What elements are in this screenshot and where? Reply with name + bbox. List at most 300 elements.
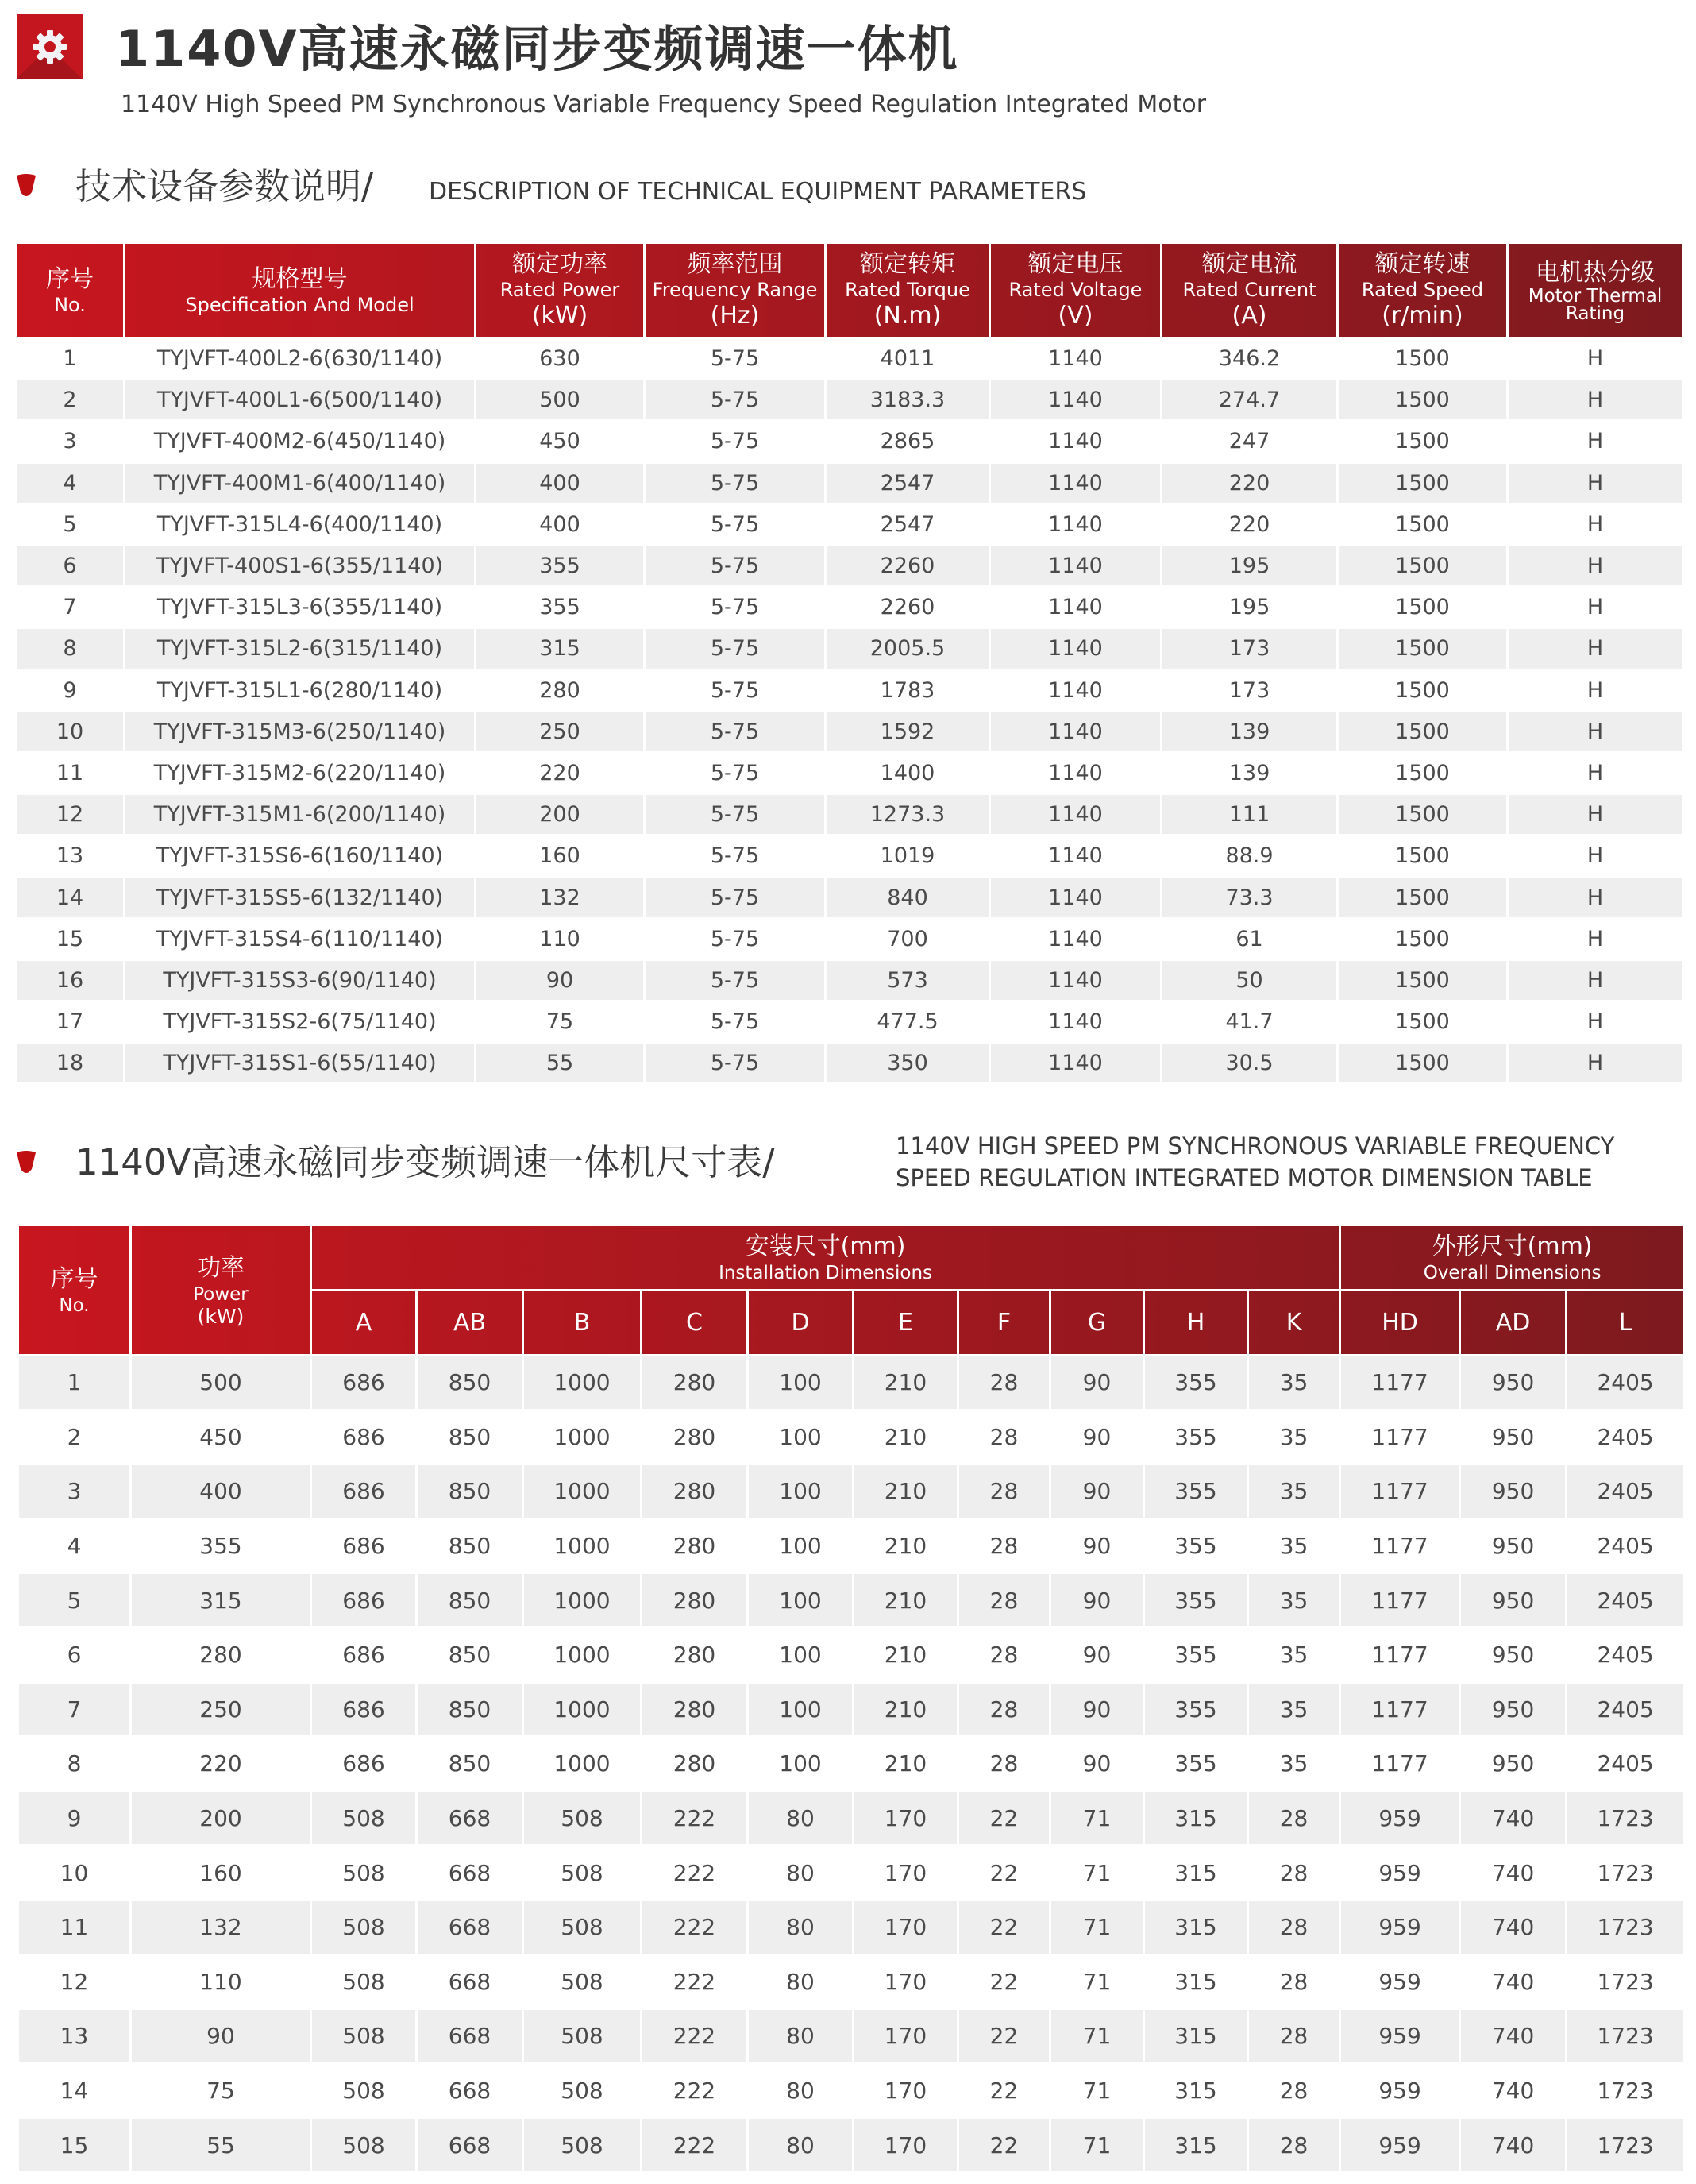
table-cell: 1140 (990, 1043, 1162, 1084)
table-cell: 280 (642, 1682, 748, 1737)
table-row (16, 628, 1683, 669)
table-cell: TYJVFT-315S3-6(90/1140) (125, 959, 476, 1001)
table-cell: 355 (1144, 1573, 1248, 1628)
table-cell: 2 (18, 1410, 131, 1464)
table-cell: 668 (417, 2063, 523, 2118)
table-cell: 740 (1460, 2009, 1567, 2064)
table-cell: 1500 (1338, 669, 1508, 711)
table-cell: 16 (16, 959, 125, 1001)
table-cell: 1500 (1338, 338, 1508, 380)
params-table-header (16, 243, 1683, 338)
table-cell: TYJVFT-315L4-6(400/1140) (125, 504, 476, 545)
table-cell: 1177 (1340, 1356, 1460, 1410)
table-cell: 477.5 (826, 1001, 990, 1043)
table-cell: 350 (826, 1043, 990, 1084)
table-cell: 222 (642, 1846, 748, 1900)
table-cell: 1500 (1338, 752, 1508, 793)
table-cell: 71 (1050, 1954, 1144, 2009)
table-cell: 80 (748, 1900, 854, 1954)
table-cell: 8 (18, 1737, 131, 1792)
table-cell: 222 (642, 2009, 748, 2064)
shield-marker-icon (16, 173, 37, 199)
table-cell: 355 (476, 587, 645, 628)
table-cell: 100 (748, 1682, 854, 1737)
table-cell: 280 (642, 1573, 748, 1628)
table-row (18, 1954, 1685, 2009)
table-cell: 1500 (1338, 835, 1508, 877)
table-cell: 959 (1340, 2118, 1460, 2173)
table-cell: 210 (854, 1573, 958, 1628)
table-cell: 200 (476, 794, 645, 835)
table-cell: 5-75 (645, 835, 826, 877)
table-cell: 5 (16, 504, 125, 545)
table-cell: H (1508, 752, 1683, 793)
header-power (131, 1225, 311, 1356)
table-cell: 28 (958, 1573, 1050, 1628)
header-installation-en: Installation Dimensions (719, 1262, 932, 1283)
table-cell: 10 (16, 711, 125, 752)
table-cell: 132 (131, 1900, 311, 1954)
table-row (18, 2009, 1685, 2064)
shield-marker-icon (16, 1150, 37, 1175)
table-cell: 1500 (1338, 1001, 1508, 1043)
table-cell: H (1508, 835, 1683, 877)
table-cell: 315 (1144, 1846, 1248, 1900)
table-cell: 220 (1162, 504, 1338, 545)
dimension-column-header: E (854, 1291, 958, 1356)
table-cell: 100 (748, 1464, 854, 1519)
table-cell: 195 (1162, 587, 1338, 628)
table-row (18, 1518, 1685, 1573)
table-cell: 6 (18, 1627, 131, 1682)
table-cell: 1140 (990, 669, 1162, 711)
dimension-column-header: H (1144, 1291, 1248, 1356)
table-cell: 1723 (1567, 1900, 1685, 1954)
table-row (16, 421, 1683, 462)
table-cell: 173 (1162, 628, 1338, 669)
table-cell: 170 (854, 1846, 958, 1900)
table-cell: 950 (1460, 1682, 1567, 1737)
table-cell: 17 (16, 1001, 125, 1043)
table-cell: 5 (18, 1573, 131, 1628)
column-header-en: Rated Current (1182, 278, 1316, 301)
column-header-en: Specification And Model (185, 293, 414, 316)
table-cell: 71 (1050, 1846, 1144, 1900)
table-cell: TYJVFT-315L1-6(280/1140) (125, 669, 476, 711)
table-cell: 4 (16, 462, 125, 504)
dimension-section-title-cn (75, 1137, 774, 1188)
table-cell: 1723 (1567, 2118, 1685, 2173)
table-cell: 1177 (1340, 1410, 1460, 1464)
dimension-column-header: D (748, 1291, 854, 1356)
table-cell: H (1508, 1001, 1683, 1043)
dimension-column-header: C (642, 1291, 748, 1356)
table-cell: TYJVFT-315S5-6(132/1140) (125, 877, 476, 918)
table-cell: 355 (1144, 1682, 1248, 1737)
params-table-body (16, 338, 1683, 1084)
table-cell: 508 (311, 1846, 417, 1900)
table-cell: 686 (311, 1573, 417, 1628)
table-cell: 686 (311, 1627, 417, 1682)
table-cell: 5-75 (645, 959, 826, 1001)
table-cell: 1500 (1338, 711, 1508, 752)
table-cell: 280 (642, 1356, 748, 1410)
table-cell: 222 (642, 2063, 748, 2118)
header-no (18, 1225, 131, 1356)
table-cell: 1140 (990, 835, 1162, 877)
table-cell: 28 (1248, 1791, 1340, 1846)
table-cell: 1 (16, 338, 125, 380)
table-cell: 508 (311, 1900, 417, 1954)
table-cell: TYJVFT-315M3-6(250/1140) (125, 711, 476, 752)
table-cell: 222 (642, 2118, 748, 2173)
table-cell: 2547 (826, 504, 990, 545)
table-cell: 1140 (990, 380, 1162, 421)
table-cell: 9 (18, 1791, 131, 1846)
table-row (18, 1791, 1685, 1846)
table-cell: 14 (16, 877, 125, 918)
table-cell: 9 (16, 669, 125, 711)
dimension-column-header: HD (1340, 1291, 1460, 1356)
table-cell: 210 (854, 1464, 958, 1519)
table-cell: 1500 (1338, 504, 1508, 545)
table-cell: 5-75 (645, 1001, 826, 1043)
column-header-en: No. (54, 293, 86, 316)
table-cell: 100 (748, 1410, 854, 1464)
table-cell: 1783 (826, 669, 990, 711)
table-row (16, 669, 1683, 711)
table-cell: 1140 (990, 918, 1162, 959)
table-row (16, 545, 1683, 586)
table-cell: 3 (16, 421, 125, 462)
table-cell: 280 (642, 1464, 748, 1519)
table-cell: 5-75 (645, 628, 826, 669)
dimension-table (17, 1224, 1686, 2174)
column-header-cn: 额定转速 (1374, 249, 1471, 278)
table-cell: 740 (1460, 2118, 1567, 2173)
table-cell: 850 (417, 1410, 523, 1464)
table-cell: 28 (958, 1737, 1050, 1792)
table-row (18, 1900, 1685, 1954)
table-cell: 35 (1248, 1682, 1340, 1737)
column-header-3 (645, 243, 826, 338)
dimension-table-body (18, 1356, 1685, 2173)
table-cell: 7 (16, 587, 125, 628)
table-cell: 1140 (990, 1001, 1162, 1043)
table-cell: 1000 (523, 1356, 642, 1410)
table-cell: TYJVFT-315M2-6(220/1140) (125, 752, 476, 793)
table-cell: 28 (1248, 2009, 1340, 2064)
table-cell: 508 (523, 1846, 642, 1900)
column-header-cn: 频率范围 (687, 249, 783, 278)
table-cell: 110 (131, 1954, 311, 2009)
table-cell: 1 (18, 1356, 131, 1410)
table-cell: 1400 (826, 752, 990, 793)
table-cell: 355 (131, 1518, 311, 1573)
table-cell: 160 (476, 835, 645, 877)
table-cell: 28 (1248, 1954, 1340, 2009)
table-cell: 210 (854, 1410, 958, 1464)
dimension-column-header: K (1248, 1291, 1340, 1356)
table-cell: 170 (854, 2063, 958, 2118)
column-header-en: Motor Thermal Rating (1528, 285, 1663, 324)
table-cell: 959 (1340, 1846, 1460, 1900)
table-cell: 959 (1340, 2009, 1460, 2064)
column-header-en: Rated Torque (845, 278, 970, 301)
column-header-unit: (A) (1232, 301, 1267, 330)
table-cell: 1000 (523, 1573, 642, 1628)
table-cell: 508 (311, 1954, 417, 2009)
table-cell: 508 (523, 1954, 642, 2009)
table-cell: TYJVFT-315S2-6(75/1140) (125, 1001, 476, 1043)
table-cell: 850 (417, 1356, 523, 1410)
table-cell: 355 (1144, 1518, 1248, 1573)
table-cell: 139 (1162, 752, 1338, 793)
table-cell: TYJVFT-400L1-6(500/1140) (125, 380, 476, 421)
table-row (18, 1573, 1685, 1628)
table-cell: 200 (131, 1791, 311, 1846)
table-cell: 850 (417, 1573, 523, 1628)
table-cell: 450 (476, 421, 645, 462)
table-cell: H (1508, 711, 1683, 752)
table-cell: 508 (311, 2118, 417, 2173)
table-cell: 71 (1050, 1791, 1144, 1846)
table-cell: 2260 (826, 587, 990, 628)
table-cell: H (1508, 380, 1683, 421)
table-cell: 1000 (523, 1682, 642, 1737)
table-cell: 30.5 (1162, 1043, 1338, 1084)
table-cell: 508 (311, 2009, 417, 2064)
table-cell: 1000 (523, 1410, 642, 1464)
table-cell: 2405 (1567, 1518, 1685, 1573)
table-cell: 2260 (826, 545, 990, 586)
table-cell: 90 (1050, 1682, 1144, 1737)
table-cell: 80 (748, 2118, 854, 2173)
table-row (16, 918, 1683, 959)
table-cell: 686 (311, 1356, 417, 1410)
table-cell: 1177 (1340, 1464, 1460, 1519)
table-cell: 139 (1162, 711, 1338, 752)
table-cell: 686 (311, 1518, 417, 1573)
table-cell: 5-75 (645, 794, 826, 835)
dimension-section-title-en-line1: 1140V HIGH SPEED PM SYNCHRONOUS VARIABLE FREQUENCY (896, 1133, 1615, 1160)
header-no-en: No. (59, 1295, 90, 1316)
table-cell: 315 (131, 1573, 311, 1628)
table-cell: 5-75 (645, 877, 826, 918)
table-cell: 13 (16, 835, 125, 877)
header-no-cn: 序号 (50, 1264, 98, 1293)
page-subtitle: 1140V High Speed PM Synchronous Variable Frequency Speed Regulation Integrated Motor (121, 91, 1207, 118)
table-cell: 2865 (826, 421, 990, 462)
table-row (18, 1356, 1685, 1410)
table-cell: 170 (854, 1900, 958, 1954)
column-header-cn: 额定转矩 (860, 249, 955, 278)
table-cell: 315 (1144, 2009, 1248, 2064)
table-cell: 100 (748, 1518, 854, 1573)
table-cell: 210 (854, 1518, 958, 1573)
column-header-8 (1508, 243, 1683, 338)
header-overall-cn: 外形尺寸(mm) (1432, 1232, 1593, 1260)
table-cell: 90 (1050, 1464, 1144, 1519)
table-cell: 668 (417, 2009, 523, 2064)
table-cell: 1140 (990, 504, 1162, 545)
table-cell: 71 (1050, 1900, 1144, 1954)
column-header-cn: 规格型号 (252, 264, 348, 293)
table-cell: 315 (1144, 2118, 1248, 2173)
table-cell: 210 (854, 1682, 958, 1737)
table-cell: 400 (476, 462, 645, 504)
table-cell: 35 (1248, 1573, 1340, 1628)
column-header-en: Rated Voltage (1008, 278, 1143, 301)
table-cell: 55 (476, 1043, 645, 1084)
table-cell: 950 (1460, 1356, 1567, 1410)
table-cell: TYJVFT-315M1-6(200/1140) (125, 794, 476, 835)
table-cell: 5-75 (645, 711, 826, 752)
table-cell: 2 (16, 380, 125, 421)
table-cell: 274.7 (1162, 380, 1338, 421)
column-header-cn: 额定电压 (1027, 249, 1124, 278)
table-cell: 850 (417, 1627, 523, 1682)
table-cell: H (1508, 421, 1683, 462)
table-cell: 1500 (1338, 918, 1508, 959)
table-cell: 1140 (990, 877, 1162, 918)
table-cell: 686 (311, 1682, 417, 1737)
column-header-cn: 额定功率 (512, 249, 607, 278)
table-row (18, 1410, 1685, 1464)
table-cell: 22 (958, 2009, 1050, 2064)
table-row (16, 794, 1683, 835)
table-cell: TYJVFT-400M2-6(450/1140) (125, 421, 476, 462)
table-cell: 1592 (826, 711, 990, 752)
table-cell: 90 (1050, 1410, 1144, 1464)
table-cell: 668 (417, 1900, 523, 1954)
logo-gear-badge (17, 14, 83, 79)
table-row (16, 877, 1683, 918)
table-cell: 12 (16, 794, 125, 835)
table-cell: 950 (1460, 1573, 1567, 1628)
table-cell: H (1508, 794, 1683, 835)
table-cell: 2547 (826, 462, 990, 504)
table-cell: 35 (1248, 1518, 1340, 1573)
table-cell: 28 (958, 1410, 1050, 1464)
table-cell: 5-75 (645, 1043, 826, 1084)
table-cell: 1177 (1340, 1518, 1460, 1573)
table-cell: 1140 (990, 338, 1162, 380)
table-cell: 100 (748, 1627, 854, 1682)
table-cell: 740 (1460, 1954, 1567, 2009)
table-cell: 210 (854, 1627, 958, 1682)
table-cell: 1000 (523, 1464, 642, 1519)
column-header-2 (476, 243, 645, 338)
table-cell: 508 (311, 2063, 417, 2118)
column-header-5 (990, 243, 1162, 338)
table-cell: 71 (1050, 2118, 1144, 2173)
table-cell: 220 (476, 752, 645, 793)
table-cell: 355 (1144, 1737, 1248, 1792)
table-cell: 170 (854, 1954, 958, 2009)
column-header-cn: 额定电流 (1201, 249, 1297, 278)
table-cell: 11 (16, 752, 125, 793)
table-cell: 100 (748, 1356, 854, 1410)
column-header-en: Rated Power (499, 278, 620, 301)
column-header-cn: 序号 (46, 264, 94, 293)
table-cell: 71 (1050, 2009, 1144, 2064)
table-cell: 2405 (1567, 1573, 1685, 1628)
table-cell: 8 (16, 628, 125, 669)
table-cell: 280 (642, 1518, 748, 1573)
table-cell: 90 (476, 959, 645, 1001)
table-cell: 15 (18, 2118, 131, 2173)
table-cell: 400 (476, 504, 645, 545)
table-cell: 315 (1144, 2063, 1248, 2118)
table-cell: 355 (476, 545, 645, 586)
section-title-en: DESCRIPTION OF TECHNICAL EQUIPMENT PARAMETERS (429, 178, 1087, 206)
table-cell: 111 (1162, 794, 1338, 835)
table-cell: 346.2 (1162, 338, 1338, 380)
table-cell: 1500 (1338, 587, 1508, 628)
table-row (16, 338, 1683, 380)
table-cell: 55 (131, 2118, 311, 2173)
table-cell: 11 (18, 1900, 131, 1954)
table-cell: 1177 (1340, 1682, 1460, 1737)
table-row (16, 711, 1683, 752)
table-cell: 13 (18, 2009, 131, 2064)
table-cell: 222 (642, 1791, 748, 1846)
table-cell: 315 (1144, 1900, 1248, 1954)
table-cell: 355 (1144, 1410, 1248, 1464)
table-cell: 315 (1144, 1954, 1248, 2009)
table-cell: 50 (1162, 959, 1338, 1001)
table-cell: 280 (642, 1410, 748, 1464)
table-cell: TYJVFT-315S4-6(110/1140) (125, 918, 476, 959)
table-cell: 2405 (1567, 1682, 1685, 1737)
table-cell: 5-75 (645, 545, 826, 586)
column-header-unit: (Hz) (710, 301, 760, 330)
table-cell: 61 (1162, 918, 1338, 959)
table-cell: 668 (417, 1954, 523, 2009)
table-cell: 2405 (1567, 1627, 1685, 1682)
table-cell: 1500 (1338, 794, 1508, 835)
table-cell: 1500 (1338, 462, 1508, 504)
table-cell: 160 (131, 1846, 311, 1900)
table-cell: 1140 (990, 545, 1162, 586)
table-cell: 28 (1248, 1900, 1340, 1954)
table-row (18, 1682, 1685, 1737)
table-cell: 22 (958, 1900, 1050, 1954)
table-cell: 170 (854, 2009, 958, 2064)
column-header-unit: (V) (1058, 301, 1093, 330)
table-cell: 630 (476, 338, 645, 380)
table-cell: 210 (854, 1737, 958, 1792)
column-header-4 (826, 243, 990, 338)
table-cell: 250 (476, 711, 645, 752)
column-header-unit: (kW) (531, 301, 588, 330)
table-cell: 90 (1050, 1518, 1144, 1573)
table-cell: 1500 (1338, 421, 1508, 462)
table-cell: 450 (131, 1410, 311, 1464)
table-cell: 28 (958, 1518, 1050, 1573)
table-cell: 35 (1248, 1410, 1340, 1464)
table-cell: 700 (826, 918, 990, 959)
table-cell: 41.7 (1162, 1001, 1338, 1043)
table-cell: 1500 (1338, 545, 1508, 586)
table-cell: 2405 (1567, 1410, 1685, 1464)
table-row (16, 835, 1683, 877)
column-header-cn: 电机热分级 (1536, 258, 1655, 287)
table-cell: 2405 (1567, 1737, 1685, 1792)
table-cell: 90 (131, 2009, 311, 2064)
dimension-column-header: F (958, 1291, 1050, 1356)
